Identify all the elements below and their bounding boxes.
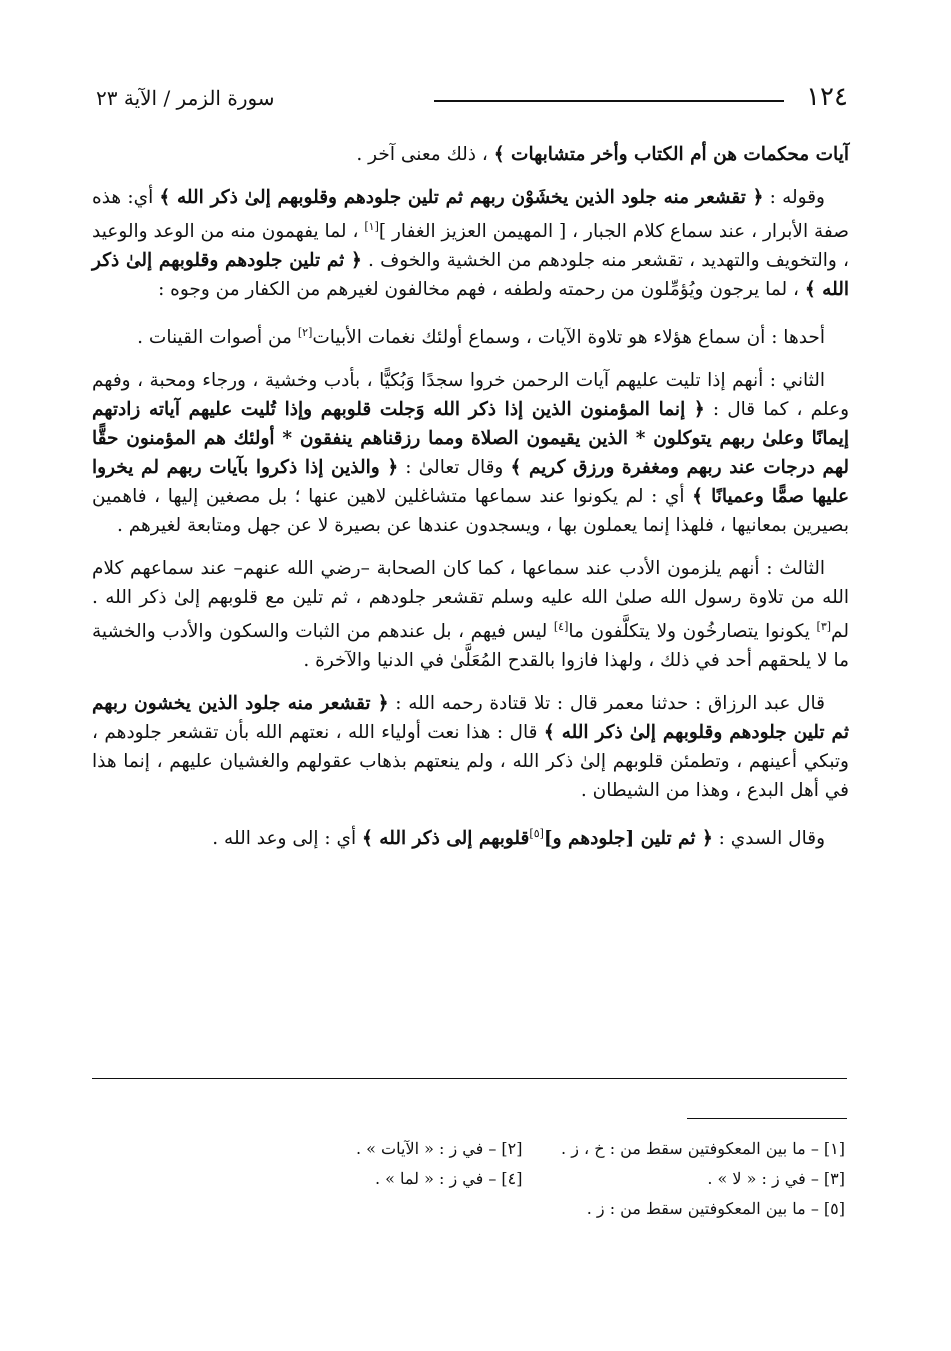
- paragraph-7: [92, 819, 849, 853]
- text-run: قال : هذا نعت أولياء الله ، نعتهم الله بأن تقشعر جلودهم ، وتبكي أعينهم ، وتطمئن قلوبهم إلىٰ ذكر الله ، ولم ينعتهم بذهاب عقولهم والغشيان عليهم ، إنما هذا في أهل البدع ، وهذا من الشيطان .: [92, 722, 849, 802]
- quran-quote: ﴿ ثم تلين [جلودهم و]: [543, 828, 713, 850]
- paragraph-4: [92, 366, 849, 540]
- footnote-5: [٥] – ما بين المعكوفتين سقط من : ز .: [586, 1199, 845, 1218]
- quran-quote: آيات محكمات هن أم الكتاب وأخر متشابهات ﴾: [493, 144, 849, 165]
- text-run: ، لما يرجون ويُؤمِّلون من رحمته ولطفه ، فهم مخالفون لغيرهم من الكفار من وجوه :: [158, 279, 805, 301]
- text-run: قال عبد الرزاق : حدثنا معمر قال : تلا قتادة رحمه الله :: [388, 693, 825, 715]
- quran-quote: ﴿ ثم تلين جلودهم وقلوبهم إلىٰ ذكر الله ﴾: [92, 250, 849, 301]
- body-text: [92, 140, 849, 868]
- text-run: أي : لم يكونوا عند سماعها متشاغلين لاهين عنها ؛ بل مصغين إليها ، فاهمين بصيرين بمعانيها ، فلهذا إنما يعملون بها ، ويسجدون عندها عن بصيرة لا عن جهل ومتابعة لغيرهم .: [92, 486, 849, 537]
- footnote-row: [200, 1164, 845, 1194]
- running-title: سورة الزمر / الآية ٢٣: [96, 86, 275, 110]
- footnote-ref: [٢]: [297, 326, 313, 340]
- footnote-ref: [٥]: [529, 827, 544, 841]
- page-header: [96, 78, 848, 118]
- footnote-2: [٢] – في ز : « الآيات » .: [356, 1139, 523, 1158]
- paragraph-5: [92, 554, 849, 675]
- footnote-3: [٣] – في ز : « لا » .: [707, 1169, 845, 1188]
- quran-quote: قلوبهم إلى ذكر الله ﴾: [362, 828, 530, 850]
- text-run: ، لما يفهمون منه من الوعد والوعيد ، والتخويف والتهديد ، تقشعر منه جلودهم من الخشية والخوف .: [92, 221, 849, 272]
- text-run: أحدها : أن سماع هؤلاء هو تلاوة الآيات ، وسماع أولئك نغمات الأبيات: [312, 327, 825, 349]
- footnote-1: [١] – ما بين المعكوفتين سقط من : خ ، ز .: [561, 1139, 845, 1158]
- footnote-row: [200, 1194, 845, 1224]
- paragraph-1: [92, 140, 849, 169]
- text-run: وقال السدي :: [712, 828, 825, 850]
- footnote-4: [٤] – في ز : « لما » .: [374, 1169, 523, 1188]
- footnotes: [200, 1134, 845, 1224]
- footnote-separator: [687, 1118, 847, 1119]
- footnote-ref: [٣]: [816, 620, 832, 634]
- body-end-rule: [92, 1078, 847, 1079]
- footnote-row: [200, 1134, 845, 1164]
- footnote-ref: [١]: [364, 220, 379, 233]
- quran-quote: ﴿ إنما المؤمنون الذين إذا ذكر الله وَجلت قلوبهم وإذا تُليت عليهم آياته زادتهم إيمانًا وعلىٰ ربهم يتوكلون * الذين يقيمون الصلاة ومما رزقناهم ينفقون * أولئك هم المؤمنون حقًّا لهم درجات عند ربهم ومغفرة ورزق كريم ﴾: [92, 399, 849, 479]
- quran-quote: ﴿ تقشعر منه جلود الذين يخشون ربهم ثم تلين جلودهم وقلوبهم إلىٰ ذكر الله ﴾: [92, 693, 850, 744]
- text-run: يكونوا يتصارخُون ولا يتكلَّفون ما: [568, 621, 817, 643]
- text-run: أي: هذه صفة الأبرار ، عند سماع كلام الجبار ، [ المهيمن العزيز الغفار ]: [92, 187, 850, 243]
- text-run: أي : إلى وعد الله .: [212, 828, 363, 850]
- text-run: ليس فيهم ، بل عندهم من الثبات والسكون والأدب والخشية ما لا يلحقهم أحد في ذلك ، ولهذا فازوا بالقدح المُعَلَّىٰ في الدنيا والآخرة .: [92, 621, 849, 672]
- page-number: ١٢٤: [806, 82, 848, 112]
- text-run: ، ذلك معنى آخر .: [356, 144, 494, 165]
- text-run: وقال تعالىٰ :: [398, 457, 511, 479]
- text-run: من أصوات القينات .: [137, 327, 298, 349]
- text-run: الثاني : أنهم إذا تليت عليهم آيات الرحمن خروا سجدًا وَبُكيًّا ، بأدب وخشية ، ورجاء ومحبة ، وفهم وعلم ، كما قال :: [92, 370, 849, 421]
- text-run: الثالث : أنهم يلزمون الأدب عند سماعها ، كما كان الصحابة –رضي الله عنهم– عند سماعهم كلام الله من تلاوة رسول الله صلىٰ الله عليه وسلم تقشعر جلودهم ، ثم تلين مع قلوبهم إلىٰ ذكر الله . لم: [92, 558, 849, 643]
- paragraph-3: [92, 318, 849, 352]
- paragraph-2: [92, 183, 849, 304]
- quran-quote: ﴿ والذين إذا ذكروا بآيات ربهم لم يخروا عليها صمًّا وعميانًا ﴾: [92, 457, 849, 508]
- paragraph-6: [92, 689, 849, 805]
- header-rule: [434, 100, 784, 102]
- footnote-ref: [٤]: [553, 620, 569, 634]
- text-run: وقوله :: [763, 187, 825, 208]
- quran-quote: ﴿ تقشعر منه جلود الذين يخشَوْن ربهم ثم تلين جلودهم وقلوبهم إلىٰ ذكر الله ﴾: [159, 187, 764, 208]
